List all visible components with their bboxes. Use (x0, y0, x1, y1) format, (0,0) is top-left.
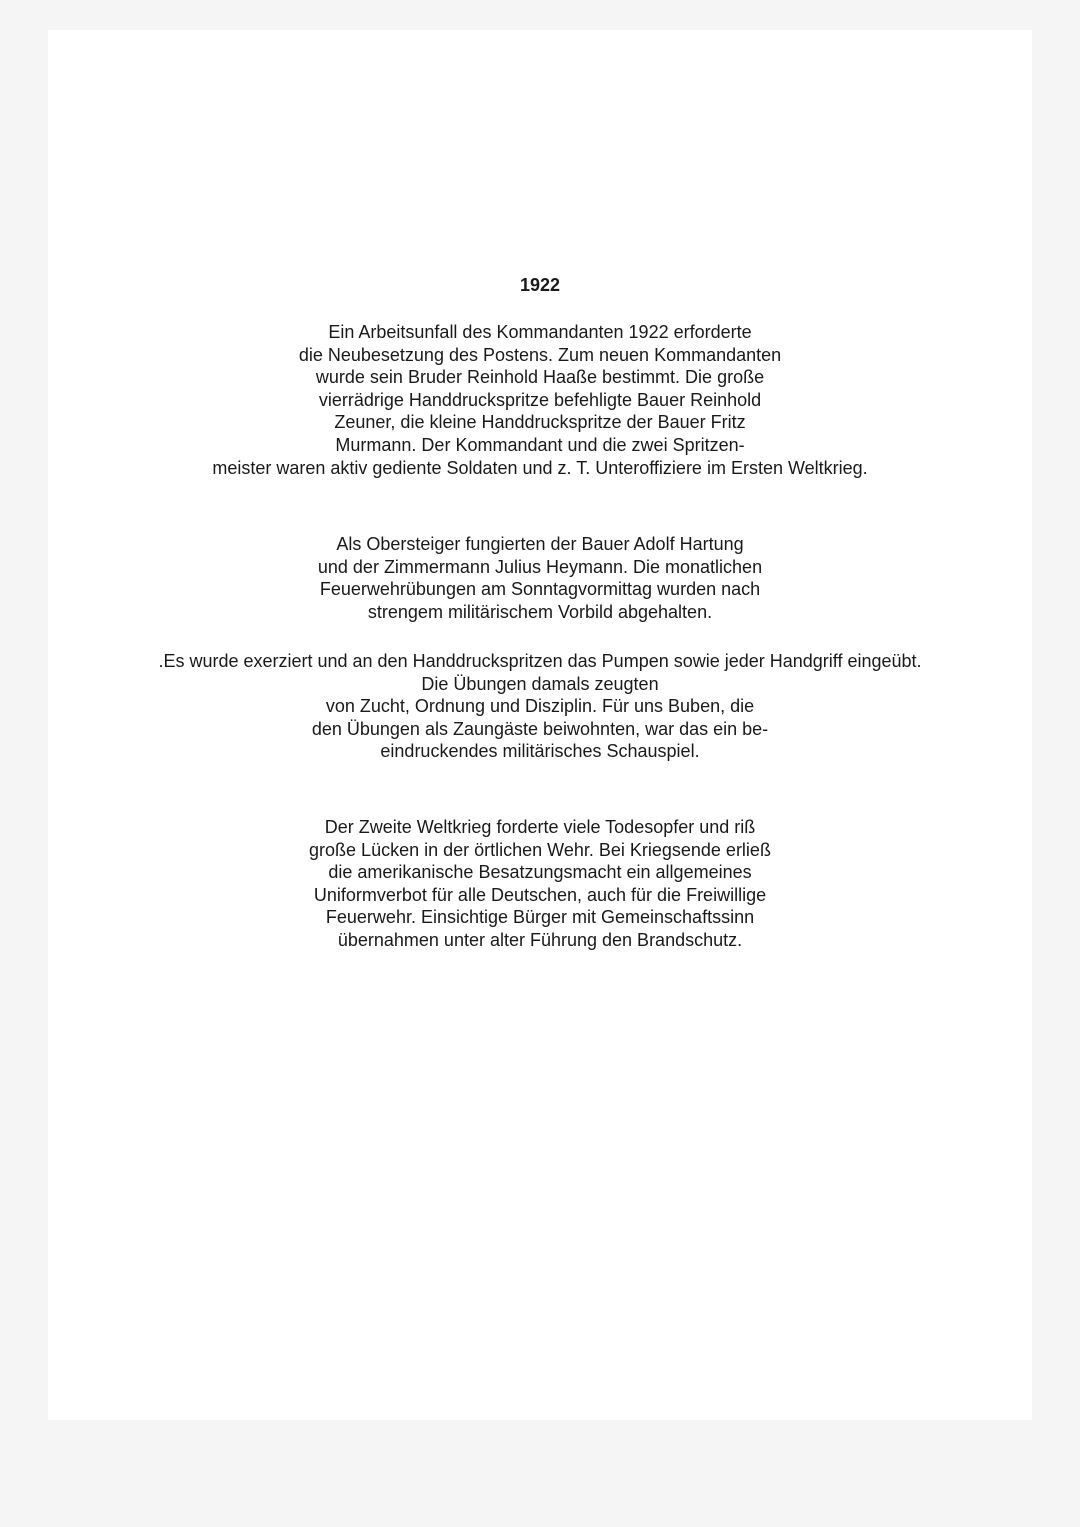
text-line: vierrädrige Handdruckspritze befehligte Bauer Reinhold (318, 389, 762, 410)
text-line: meister waren aktiv gediente Soldaten und z. T. Unteroffiziere im Ersten Weltkrieg. (212, 457, 868, 478)
text-line: und der Zimmermann Julius Heymann. Die monatlichen (317, 556, 763, 577)
text-line: Uniformverbot für alle Deutschen, auch für die Freiwillige (313, 884, 767, 905)
text-line: die amerikanische Besatzungsmacht ein allgemeines (328, 862, 752, 883)
text-line: die Neubesetzung des Postens. Zum neuen Kommandanten (298, 344, 782, 365)
text-line: Zeuner, die kleine Handdruckspritze der Bauer Fritz (334, 412, 746, 433)
text-line: Ein Arbeitsunfall des Kommandanten 1922 erforderte (328, 322, 752, 342)
text-line: .Es wurde exerziert und an den Handdruckspritzen das Pumpen sowie jeder Handgriff eingeübt. (158, 651, 922, 671)
text-line: Der Zweite Weltkrieg forderte viele Todesopfer und riß (324, 817, 756, 837)
text-line: große Lücken in der örtlichen Wehr. Bei Kriegsende erließ (309, 839, 771, 860)
text-line: eindruckendes militärisches Schauspiel. (380, 741, 700, 762)
text-line: Murmann. Der Kommandant und die zwei Spritzen- (335, 434, 745, 455)
text-line: von Zucht, Ordnung und Disziplin. Für uns Buben, die (325, 696, 755, 717)
text-line: Als Obersteiger fungierten der Bauer Adolf Hartung (336, 534, 744, 554)
text-line: den Übungen als Zaungäste beiwohnten, war das ein be- (311, 718, 769, 739)
text-line: wurde sein Bruder Reinhold Haaße bestimmt. Die große (315, 367, 765, 388)
paragraph-obersteiger (0, 533, 1080, 623)
document-heading: 1922 (519, 275, 561, 295)
paragraph-exercises (0, 650, 1080, 763)
paragraph-commander-change (0, 321, 1080, 479)
text-line: übernahmen unter alter Führung den Brandschutz. (337, 929, 743, 950)
text-line: Feuerwehr. Einsichtige Bürger mit Gemeinschaftssinn (325, 907, 755, 928)
paragraph-second-world-war (0, 816, 1080, 952)
text-line: Die Übungen damals zeugten (421, 673, 659, 694)
text-line: strengem militärischem Vorbild abgehalten. (367, 601, 713, 622)
text-line: Feuerwehrübungen am Sonntagvormittag wurden nach (319, 579, 761, 600)
